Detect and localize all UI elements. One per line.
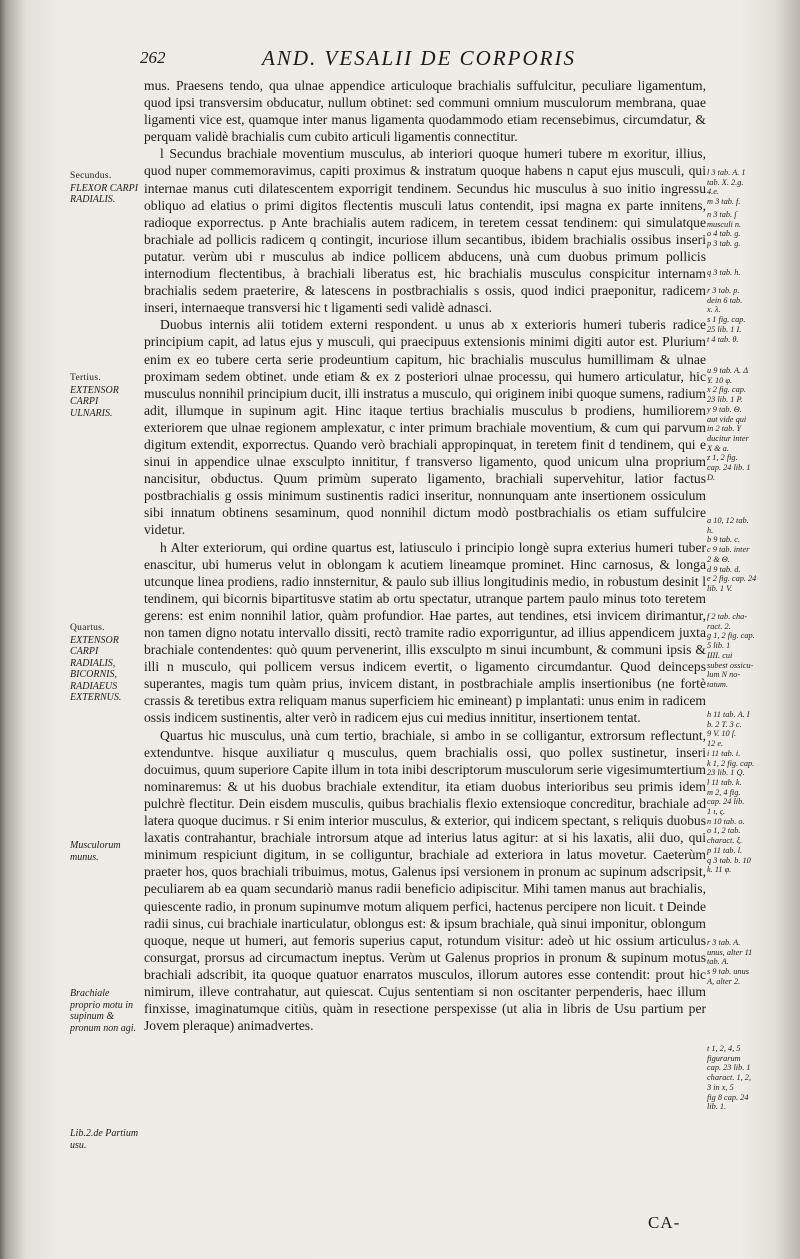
note-text: EXTENSOR CARPI ULNARIS. — [70, 384, 119, 419]
margin-note-quartus — [70, 622, 142, 704]
margin-note-secundus — [70, 170, 142, 206]
figure-reference: t 1, 2, 4, 5 figurarum cap. 23 lib. 1 charact. 1, 2, 3 in x, 5 fig 8 cap. 24 lib. 1. — [707, 1044, 752, 1112]
note-heading: Quartus. — [70, 623, 105, 633]
paragraph: Quartus hic musculus, unà cum tertio, brachiale, si ambo in se colligantur, extrorsum reflectunt, extenduntve. hisque auxiliatur q musculus, quem brachialis ossi, quo pollex sustinetur, inseri docuimus, quum superiore Capite illum in tota inibi descriptorum musculorum serie vigesimumtertium nominaremus: & ut his duobus brachiale extenditur, ita etiam duobus interioribus seu primis idem pulchrè flectitur. Dein eisdem musculis, quibus brachialis flexio extensioque concreditur, brachiale ad latera quoque ducimus. r Si enim interior musculus, & exterior, qui indicem spectant, s reliquis duobus laxatis contrahantur, brachiale introrsum atque ad interius latus agitur: at si his laxatis, alii duo, qui minimum respiciunt digitum, in se colliguntur, brachiale ad exteriora in latus movetur. Caeterùm praeter hos, quos brachiali tribuimus, motus, Galenus ipsi versionem in pronum ac supinum adscripsit, peculiarem ab ea quam secundariò manus radii beneficio adipiscitur. Mihi tamen manus aut brachialis, quiescente radio, in pronum supinumve motum aliquem perfici, hactenus percipere non licuit. t Deinde radii sinus, cui brachiale inarticulatur, oblongus est: & ipsum brachiale, quà sinui imponitur, oblongum quoque, neque ut humeri, aut femoris superius caput, rotundum visitur: adeò ut hic ossium articulus consurgat, prorsus ad circumactum ineptus. Verùm ut Galenus proprios in pronum & supinum motus brachiali adscribit, ita quoque quatuor enarratos musculos, illorum autores esse contendit: prout hic nimirum, illeve contrahatur, aut quiescat. Cujus sententiam si non oscitanter perpenderis, haec illum finxisse, imaginatumque citiùs, quàm in resectione perspexisse (ut alia in libris de Usu partium per Jovem pleraque) animadvertes. — [144, 727, 706, 1034]
catchword: CA- — [648, 1213, 681, 1232]
note-text: Lib.2.de Partium usu. — [70, 1128, 139, 1151]
margin-note-brachiale — [70, 988, 142, 1034]
figure-reference: r 3 tab. p. dein 6 tab. x. λ. s 1 fig. cap. 25 lib. 1 I. t 4 tab. θ. — [707, 286, 746, 344]
figure-reference: u 9 tab. A. Δ Y. 10 φ. x 2 fig. cap. 23 lib. 1 P. y 9 tab. Θ. aut vide qui in 2 tab. Y ducitur inter X & a. z 1, 2 fig. cap. 24 lib. 1 D. — [707, 366, 751, 482]
note-text: FLEXOR CARPI RADIALIS. — [70, 182, 139, 205]
note-text: EXTENSOR CARPI RADIALIS, BICORNIS, RADIAEUS EXTERNUS. — [70, 634, 122, 703]
paragraph: Duobus internis alii totidem externi respondent. u unus ab x exterioris humeri tuberis radice principium capit, ad latus ejus y musculi, qui praecipuus extensionis minimi digiti autor est. Plurium enim ex eo tubere certa serie prodeuntium capitum, hic brachialis musculus humillimam & ulnae proximam sedem obtinet. unde etiam & ex z posteriori ulnae processu, qui humero articulatur, hic musculus nonnihil principium ducit, illi instratus a musculo, qui originem inibi quoque sumens, radium adit, illumque in supinum agit. Hinc itaque tertius brachialis musculus b prodiens, humiliorem exteriorem que ulnae regionem amplexatur, c inter primum brachiale moventium, & cum qui parvum digitum extendit, exporrectus. Quando verò brachiali appropinquat, in teretem finit d tendinem, qui e sinui in appendice ulnae exsculpto innititur, f transverso ligamento, quod unicum ulna proprium nancisitur, obductus. Quum primùm superato ligamento, brachiali supervehitur, latior factus postbrachialis g ossis minimum sustinentis radici inseritur, nonnunquam ante insertionem ossiculum sibi innatum obtinens sesaminum, quod nonnihil dictum modò postbrachialis os etiam suffulcire videtur. — [144, 317, 706, 538]
note-text: Brachiale proprio motu in supinum & pronum non agi. — [70, 988, 137, 1034]
figure-reference: f 2 tab. cha- ract. 2. g 1, 2 fig. cap. 5 lib. 1 IIII. cui subest ossicu- lum N no- tatum. — [707, 612, 755, 689]
paragraph: l Secundus brachiale moventium musculus, ab interiori quoque humeri tubere m exoritur, illius, quod nuper commemoravimus, capiti proximus & instratum quoque habens n caput ejus musculi, qui internae manus cuti dilatescentem exporrigit tendinem. Secundus hic musculus à suo initio ingressu obliquo ad elatius o primi digitos flectentis musculi latus contendit, ipsi magna ex parte innitens, radioque exporrectus. p Ante brachialis autem radicem, in teretem cessat tendinem: qui simulatque brachiale ad pollicis radicem q contingit, incuriose illum secantibus, ibidem brachialis ossibus inseri putatur. verùm ubi r musculus ab indice pollicem abducens, unà cum duobus primum pollicis internodium flectentibus, à brachiali liberatus est, hic brachialis musculus conspicitur internam brachialis sedem praeterire, & latescens in postbrachialis s ossis, quod indici praeponitur, radicem inseri, internaeque transversi hic t ligamenti sedi validè adnasci. — [144, 146, 706, 316]
note-heading: Secundus. — [70, 171, 112, 181]
page-header — [140, 48, 700, 74]
figure-reference: q 3 tab. h. — [707, 268, 741, 277]
note-text: Musculorum munus. — [70, 840, 121, 863]
body-text — [144, 77, 706, 1034]
margin-note-tertius — [70, 372, 142, 419]
figure-reference: n 3 tab. ſ musculi n. o 4 tab. g. p 3 tab. g. — [707, 210, 742, 249]
figure-reference: l 3 tab. A. 1 tab. X. 2.g. 4.e. m 3 tab. f. — [707, 168, 746, 207]
page-number: 262 — [140, 48, 166, 67]
figure-reference: r 3 tab. A. unus, alter 11 tab. A. s 9 tab. unus A, alter 2. — [707, 938, 753, 986]
paragraph: h Alter exteriorum, qui ordine quartus est, latiusculo i principio longè supra exterius humeri tuber enascitur, ubi humerus velut in oblongam k acutiem lineamque prominet. Hinc carnosus, & longa utcunque linea prodiens, radio innsternitur, & paulo sub illius longitudinis medio, in robustum desinit l tendinem, qui bicornis bipartitusve statim ab ortu spectatur, utranque partem paulo minus toto teretem gerens: est enim nonnihil latior, quàm profundior. Hae partes, aut tendines, etsi invicem dirimantur, non tamen digno notatu intervallo dissiti, rectò tramite radio exporriguntur, ad illius appendicem juxta brachiale contendentes: quò quum pervenerint, illis exsculpto m sinui incumbunt, & communi ipsis & illi n musculo, qui pollicem versus indicem evertit, o ligamento circumdantur. Quod deinceps superantes, magis tum quàm prius, invicem distant, in postbrachiale amplis insertionibus (ne fortè crassis & teretibus extra reliquam manus superficiem hic emineant) p implantati: unus enim in radicem ossis indicem sustinentis, alter verò in radicem ejus cui medius innititur, insertionem tentat. — [144, 539, 706, 726]
figure-reference: a 10, 12 tab. h. b 9 tab. c. c 9 tab. inter 2 & Θ. d 9 tab. d. e 2 fig. cap. 24 lib. 1 V. — [707, 516, 757, 593]
margin-note-lib-usu — [70, 1128, 142, 1151]
margin-note-musculorum-munus — [70, 840, 142, 863]
figure-reference: h 11 tab. A. I b. 2 T. 3 c. 9 V. 10 ſ. 12 e. i 11 tab. i. k 1, 2 fig. cap. 23 lib. 1 Q. l 11 tab. k. m 2, 4 fig. cap. 24 lib. 1 ι, ς. n 10 tab. o. o 1, 2 tab. charact. ξ. p 11 tab. l. q 3 tab. b. 10 k. 11 φ. — [707, 710, 755, 875]
paragraph: mus. Praesens tendo, qua ulnae appendice articuloque brachialis suffulcitur, peculiare ligamentum, quod ipsi transversim obducatur, nullum obtinet: sed communi omnium musculorum membrana, quae ligamenti vice est, quamque inter manus ligamenta quodammodo etiam recensebimus, circumdatur, & perquam validè brachialis cum cubito articuli ligamentis connectitur. — [144, 78, 706, 145]
running-title: AND. VESALII DE CORPORIS — [262, 46, 576, 70]
note-heading: Tertius. — [70, 373, 102, 383]
